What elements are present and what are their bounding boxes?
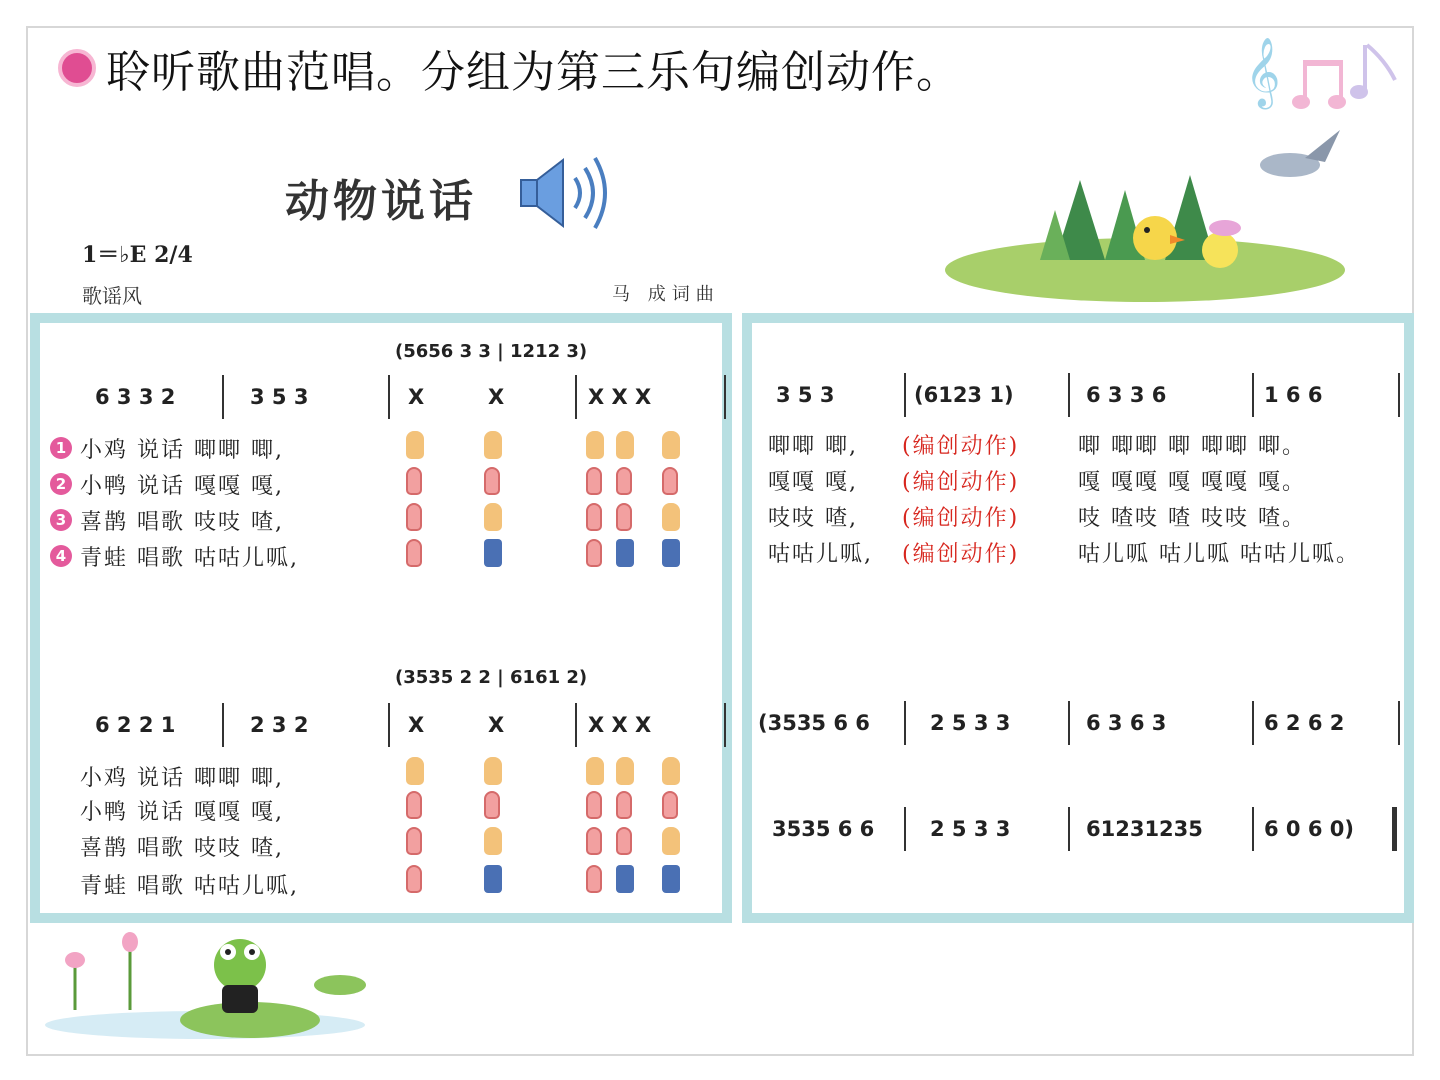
slide-heading [58,36,961,100]
lyric-line: 喜鹊 唱歌 吱吱 喳, [80,510,284,535]
bar-line [222,375,224,419]
bar-line [1252,701,1254,745]
notes: X X X [588,385,652,409]
bar-line [575,375,577,419]
action-label: (编创动作) [902,470,1020,495]
action-label: (编创动作) [902,506,1020,531]
key-signature: 1＝♭E 2/4 [82,242,193,268]
clap-icon [616,757,634,785]
stamp-icon [616,827,632,855]
heading-text: 聆听歌曲范唱。分组为第三乐句编创动作。 [106,47,961,98]
clap-icon [586,431,604,459]
lyric-line: 吱吱 喳, [768,506,858,531]
jump-icon [662,865,680,893]
stamp-icon [484,467,500,495]
stamp-icon [616,503,632,531]
notes: 1 6 6 [1264,383,1323,407]
stamp-icon [406,467,422,495]
verse-number: 1 [50,437,72,459]
jump-icon [662,539,680,567]
clap-icon [662,757,680,785]
notes: 6 0 6 0) [1264,817,1354,841]
lyric-line: 嘎嘎 嘎, [768,470,858,495]
notes: 2 5 3 3 [930,711,1011,735]
action-label: (编创动作) [902,542,1020,567]
stamp-icon [586,539,602,567]
lyric-line: 小鸡 说话 唧唧 唧, [80,438,284,463]
jump-icon [616,865,634,893]
song-title: 动物说话 [285,176,477,227]
lyric-line: 小鸭 说话 嘎嘎 嘎, [80,800,284,825]
notes: X [488,385,505,409]
frog-lotus-illustration [40,930,370,1045]
notes: X [408,385,425,409]
final-bar-line [1392,807,1397,851]
notes: 2 5 3 3 [930,817,1011,841]
lyric-line: 喜鹊 唱歌 吱吱 喳, [80,836,284,861]
clap-icon [662,503,680,531]
bar-line [1068,701,1070,745]
bar-line [575,703,577,747]
bar-line [724,375,726,419]
stamp-icon [406,791,422,819]
lyric-line: 咕儿呱 咕儿呱 咕咕儿呱。 [1078,542,1360,567]
stamp-icon [616,791,632,819]
notes: 6 2 2 1 [95,713,176,737]
song-style: 歌谣风 [82,284,142,308]
intro-line: (5656 3 3 | 1212 3) [395,341,588,362]
lyric-line: 唧唧 唧, [768,434,858,459]
bar-line [904,807,906,851]
lyric-line: 小鸡 说话 唧唧 唧, [80,766,284,791]
stamp-icon [616,467,632,495]
stamp-icon [586,503,602,531]
verse-number: 2 [50,473,72,495]
lyric-line: 唧 唧唧 唧 唧唧 唧。 [1078,434,1306,459]
notes: X [488,713,505,737]
stamp-icon [406,503,422,531]
stamp-icon [586,467,602,495]
stamp-icon [406,865,422,893]
stamp-icon [662,467,678,495]
notes: 6 3 6 3 [1086,711,1167,735]
clap-icon [484,503,502,531]
stamp-icon [586,791,602,819]
stamp-icon [406,827,422,855]
clap-icon [662,431,680,459]
notes: 61231235 [1086,817,1203,841]
intro-line: (3535 2 2 | 6161 2) [395,667,588,688]
stamp-icon [586,865,602,893]
lyric-line: 青蛙 唱歌 咕咕儿呱, [80,546,299,571]
bar-line [222,703,224,747]
notes: 3 5 3 [776,383,835,407]
lyric-line: 吱 喳吱 喳 吱吱 喳。 [1078,506,1306,531]
notes: (3535 6 6 [758,711,870,735]
score-panel-left [30,313,732,923]
svg-text:𝄞: 𝄞 [1245,37,1281,107]
bar-line [904,701,906,745]
notes: 6 3 3 6 [1086,383,1167,407]
clap-icon [484,827,502,855]
bar-line [1252,807,1254,851]
notes: X [408,713,425,737]
bullet-icon [58,49,96,87]
score-panel-right [742,313,1414,923]
jump-icon [484,539,502,567]
notes: 3535 6 6 [772,817,875,841]
verse-number: 3 [50,509,72,531]
bar-line [904,373,906,417]
notes: X X X [588,713,652,737]
clap-icon [616,431,634,459]
clap-icon [406,757,424,785]
stamp-icon [662,791,678,819]
notes: 6 3 3 2 [95,385,176,409]
bar-line [1398,373,1400,417]
clap-icon [586,757,604,785]
clap-icon [484,431,502,459]
bar-line [388,703,390,747]
meadow-ducklings-illustration [945,120,1365,305]
clap-icon [484,757,502,785]
music-notes-icon [1245,30,1405,115]
notes: 6 2 6 2 [1264,711,1345,735]
stamp-icon [406,539,422,567]
bar-line [1068,373,1070,417]
notes: 2 3 2 [250,713,309,737]
clap-icon [406,431,424,459]
lyric-line: 青蛙 唱歌 咕咕儿呱, [80,874,299,899]
lyric-line: 小鸭 说话 嘎嘎 嘎, [80,474,284,499]
notes: 3 5 3 [250,385,309,409]
bar-line [1068,807,1070,851]
jump-icon [484,865,502,893]
speaker-icon[interactable] [515,150,615,240]
notes: (6123 1) [914,383,1014,407]
stamp-icon [484,791,500,819]
lyric-line: 嘎 嘎嘎 嘎 嘎嘎 嘎。 [1078,470,1306,495]
clap-icon [662,827,680,855]
lyric-line: 咕咕儿呱, [768,542,873,567]
jump-icon [616,539,634,567]
song-credit: 马 成词曲 [612,284,720,305]
bar-line [1398,701,1400,745]
stamp-icon [586,827,602,855]
bar-line [388,375,390,419]
action-label: (编创动作) [902,434,1020,459]
verse-number: 4 [50,545,72,567]
bar-line [1252,373,1254,417]
bar-line [724,703,726,747]
